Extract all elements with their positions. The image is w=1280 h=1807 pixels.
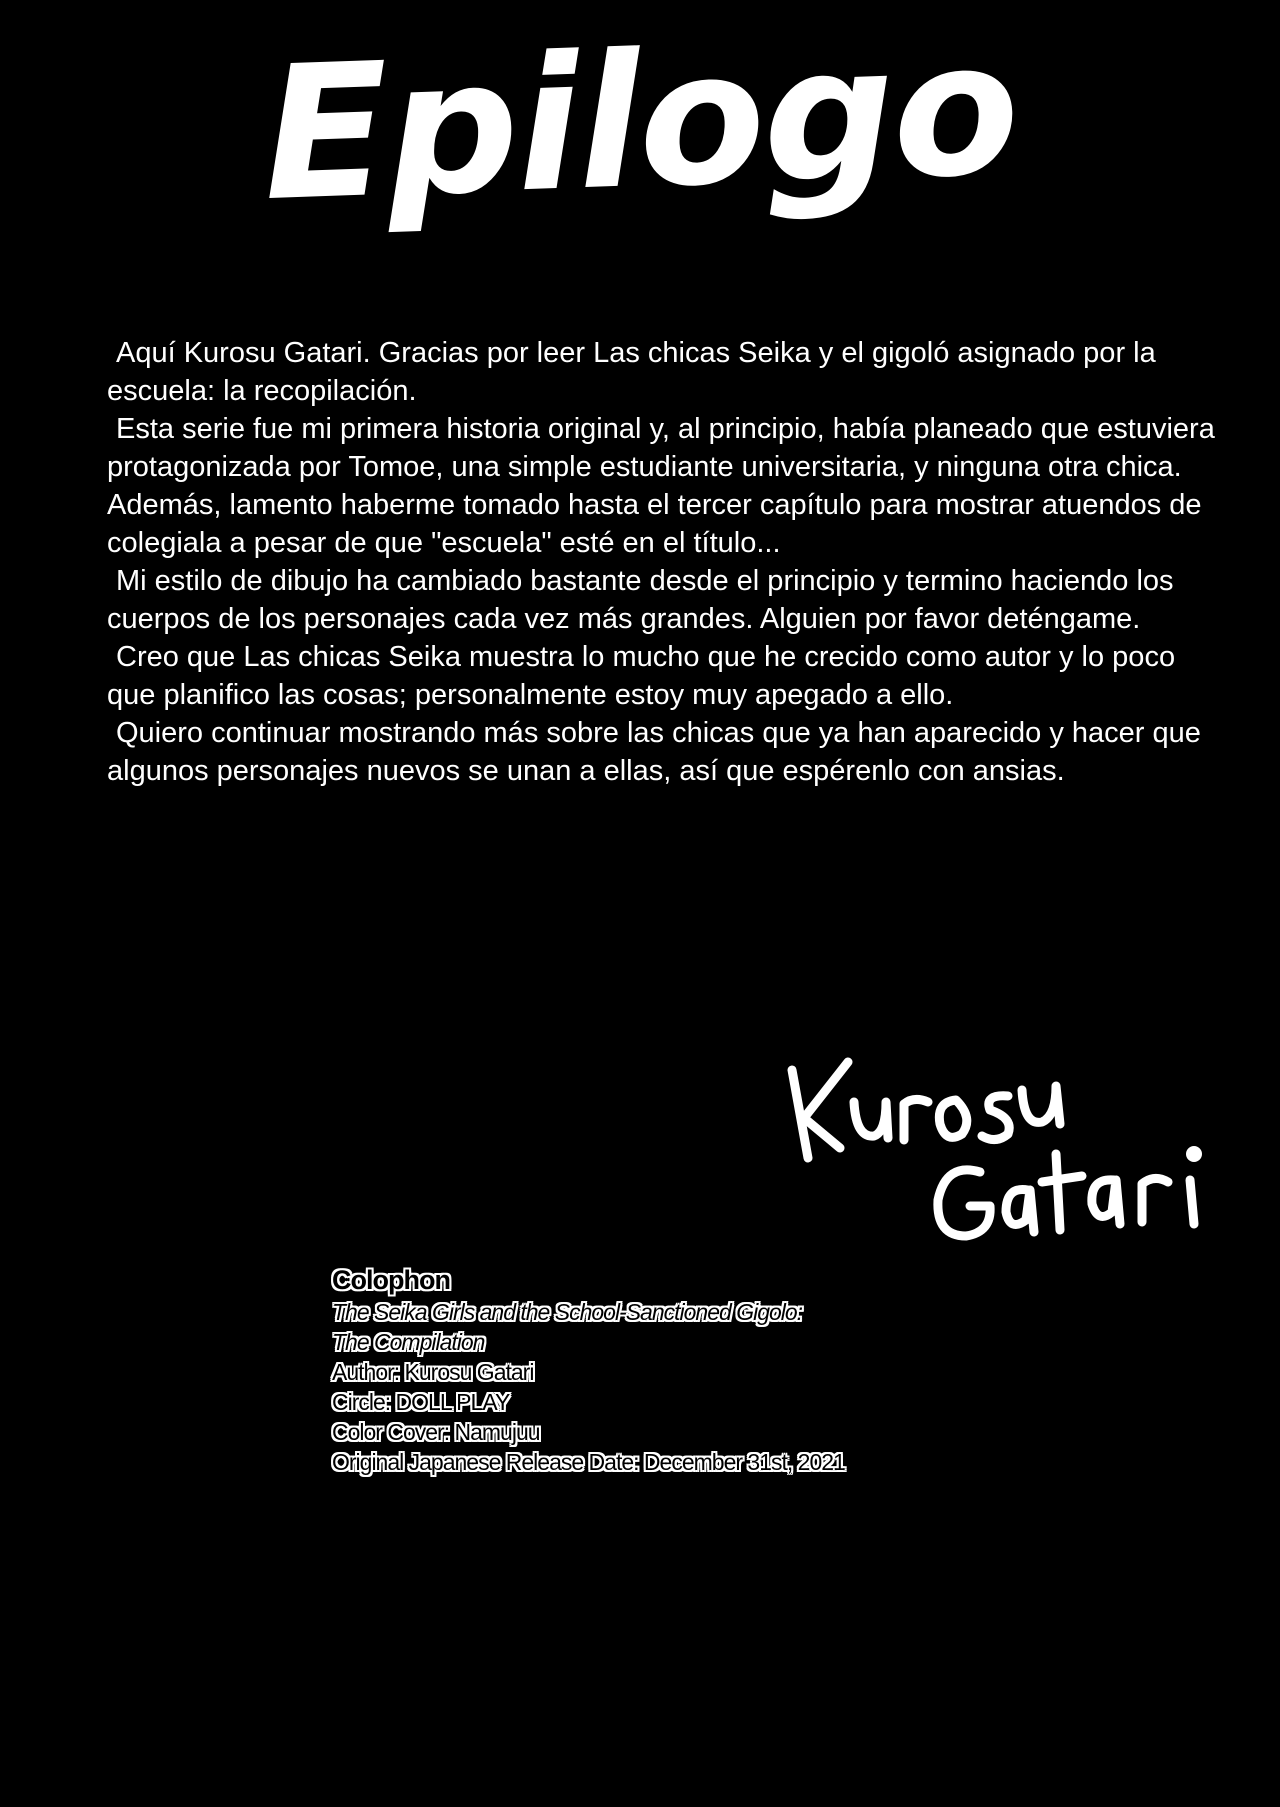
colophon-author: Author: Kurosu Gatari bbox=[332, 1359, 534, 1385]
colophon-color-cover: Color Cover: Namujuu bbox=[332, 1419, 540, 1445]
colophon-heading: Colophon bbox=[332, 1265, 450, 1295]
colophon-circle: Circle: DOLL PLAY bbox=[332, 1389, 510, 1415]
epilogue-paragraph: Creo que Las chicas Seika muestra lo mucho que he crecido como autor y lo poco que planifico las cosas; personalmente estoy muy apegado a ello. bbox=[107, 641, 1176, 711]
colophon-title-line-2: The Compilation bbox=[332, 1329, 485, 1355]
epilogue-paragraph: Esta serie fue mi primera historia original y, al principio, había planeado que estuviera protagonizada por Tomoe, una simple estudiante universitaria, y ninguna otra chica. Además, lamento haberme tomado hasta el tercer capítulo para mostrar atuendos de colegiala a pesar de que "escuela" esté en el título... bbox=[107, 413, 1215, 559]
epilogue-body bbox=[107, 334, 1217, 790]
signature-drawing bbox=[770, 1040, 1230, 1270]
epilogue-paragraph: Quiero continuar mostrando más sobre las chicas que ya han aparecido y hacer que algunos personajes nuevos se unan a ellas, así que espérenlo con ansias. bbox=[107, 717, 1201, 787]
author-signature bbox=[770, 1040, 1230, 1270]
colophon bbox=[332, 1263, 1032, 1477]
epilogue-paragraph: Mi estilo de dibujo ha cambiado bastante desde el principio y termino haciendo los cuerpos de los personajes cada vez más grandes. Alguien por favor deténgame. bbox=[107, 565, 1174, 635]
colophon-title-line-1: The Seika Girls and the School-Sanctioned Gigolo: bbox=[332, 1299, 803, 1325]
epilogue-paragraph: Aquí Kurosu Gatari. Gracias por leer Las chicas Seika y el gigoló asignado por la escuela: la recopilación. bbox=[107, 337, 1156, 407]
colophon-release-date: Original Japanese Release Date: December 31st, 2021 bbox=[332, 1449, 845, 1475]
page-title: Epilogo bbox=[259, 1, 1021, 243]
